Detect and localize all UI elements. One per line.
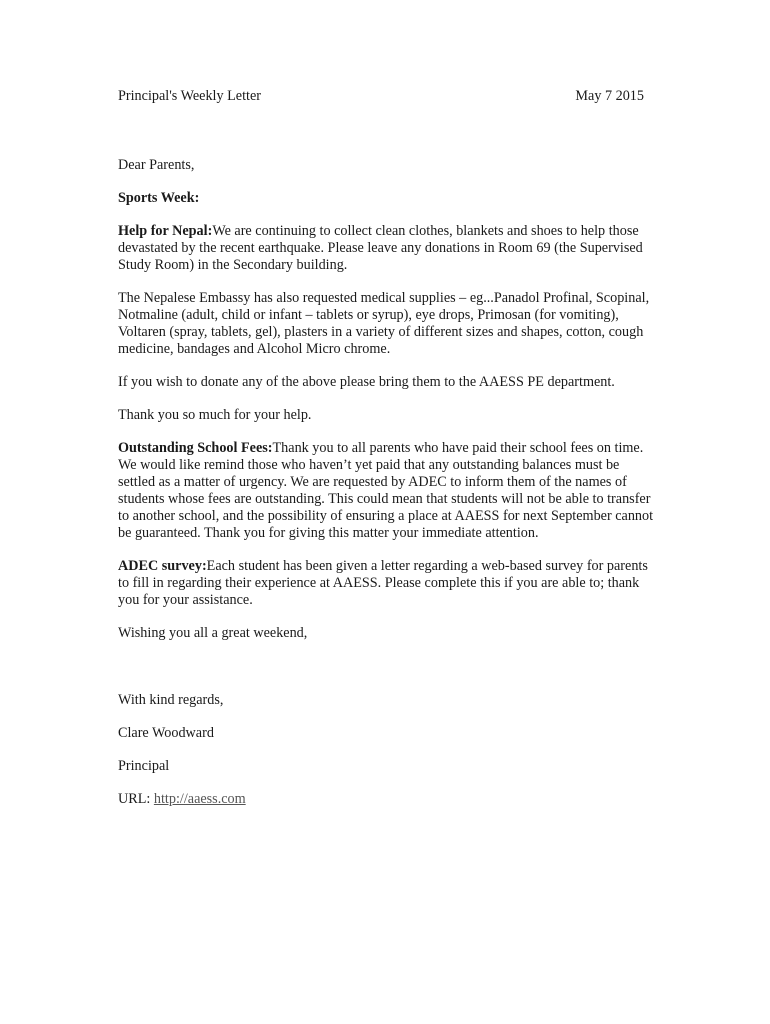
wishing-line: Wishing you all a great weekend,: [118, 625, 308, 641]
letter-title: Principal's Weekly Letter: [118, 88, 261, 104]
nepal-body: We are continuing to collect clean clothes, blankets and shoes to help those devastated by the recent earthquake. Please leave any donations in Room 69 (the Supervised Study Room) in the Secondary building.: [118, 223, 643, 273]
signatory-role: Principal: [118, 758, 170, 774]
sports-week-label: Sports Week:: [118, 190, 200, 206]
url-line: [118, 791, 654, 808]
nepal-label: Help for Nepal:: [118, 223, 213, 239]
donate-paragraph: If you wish to donate any of the above please bring them to the AAESS PE department.: [118, 374, 615, 390]
fees-label: Outstanding School Fees:: [118, 440, 273, 456]
salutation: Dear Parents,: [118, 157, 195, 173]
letter-date: May 7 2015: [575, 88, 644, 104]
regards-line: With kind regards,: [118, 692, 224, 708]
fees-body: Thank you to all parents who have paid their school fees on time. We would like remind those who haven’t yet paid that any outstanding balances must be settled as a matter of urgency. We are requested by ADEC to inform them of the names of students whose fees are outstanding. This could mean that students will not be able to transfer to another school, and the possibility of ensuring a place at AAESS for next September cannot be guaranteed. Thank you for giving this matter your immediate attention.: [118, 440, 654, 541]
adec-label: ADEC survey:: [118, 558, 207, 574]
adec-body: Each student has been given a letter regarding a web-based survey for parents to fill in regarding their experience at AAESS. Please complete this if you are able to; thank you for your assistance.: [118, 558, 648, 608]
fees-paragraph: [118, 440, 654, 542]
thanks-paragraph: Thank you so much for your help.: [118, 407, 312, 423]
website-link[interactable]: http://aaess.com: [153, 791, 246, 807]
embassy-paragraph: The Nepalese Embassy has also requested medical supplies – eg...Panadol Profinal, Scopinal, Notmaline (adult, child or infant – tablets or syrup), eye drops, Primosan (for vomiting), Voltaren (spray, tablets, gel), plasters in a variety of different sizes and shapes, cotton, cough medicine, bandages and Alcohol Micro chrome.: [118, 290, 650, 357]
signatory-name: Clare Woodward: [118, 725, 214, 741]
letter-header: [118, 88, 644, 105]
sports-week-heading: [118, 190, 654, 207]
letter: [118, 88, 654, 808]
adec-paragraph: [118, 558, 654, 609]
url-label: URL:: [118, 791, 154, 807]
nepal-paragraph: [118, 223, 654, 274]
